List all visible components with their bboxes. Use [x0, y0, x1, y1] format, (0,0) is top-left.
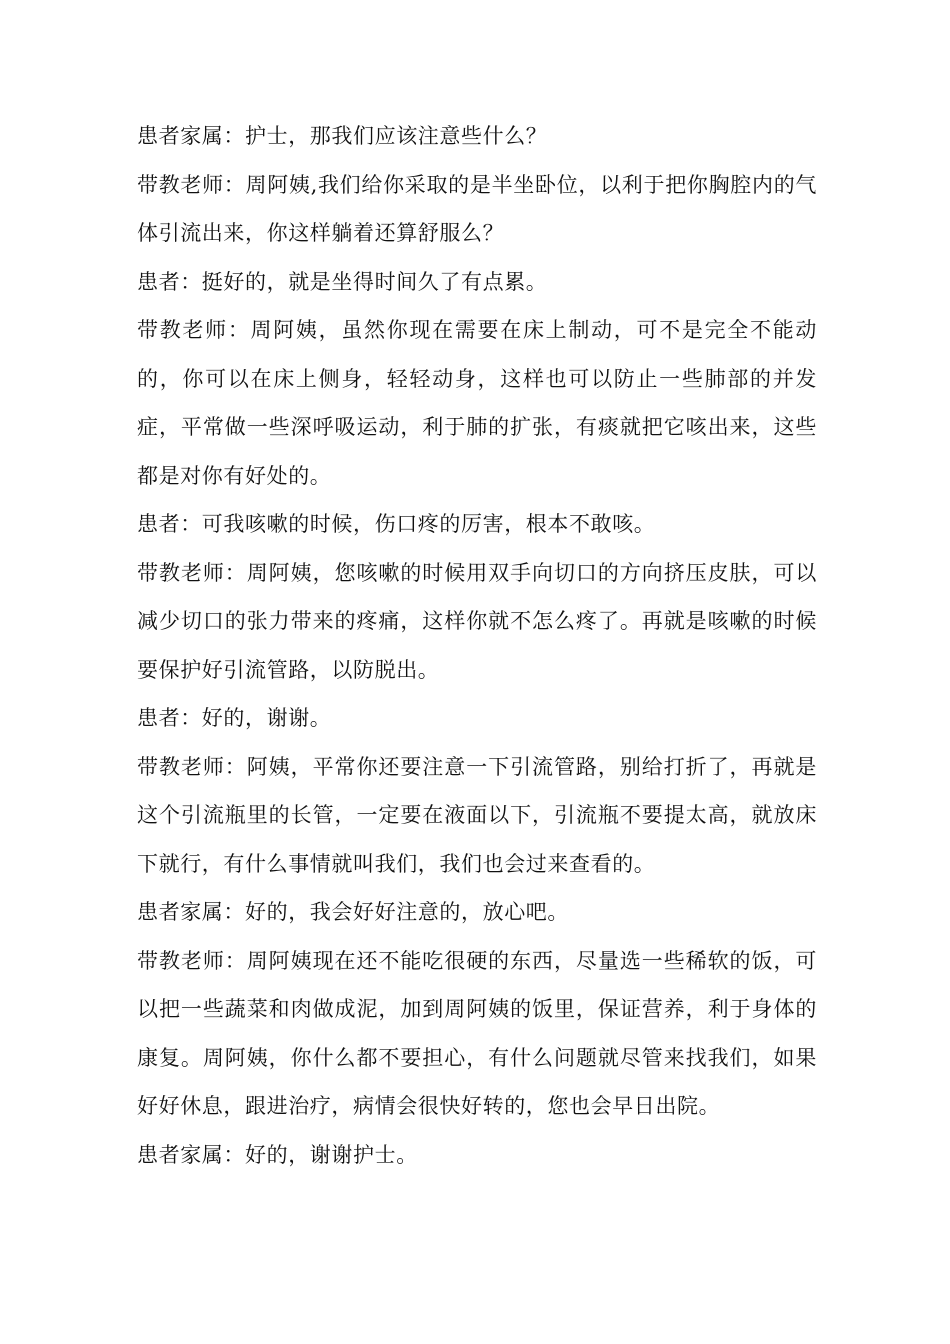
dialogue-line: 患者：挺好的，就是坐得时间久了有点累。	[137, 269, 548, 294]
dialogue-line: 患者家属：好的，谢谢护士。	[137, 1142, 418, 1167]
dialogue-line: 带教老师：周阿姨现在还不能吃很硬的东西，尽量选一些稀软的饭，可以把一些蔬菜和肉做成泥，加到周阿姨的饭里，保证营养，利于身体的康复。周阿姨，你什么都不要担心，有什么问题就尽管来找我们，如果好好休息，跟进治疗，病情会很快好转的，您也会早日出院。	[137, 948, 817, 1118]
dialogue-text	[137, 112, 817, 1179]
dialogue-line: 患者家属：护士，那我们应该注意些什么？	[137, 124, 548, 148]
dialogue-line: 患者：可我咳嗽的时候，伤口疼的厉害，根本不敢咳。	[137, 512, 656, 536]
dialogue-line: 带教老师：周阿姨，您咳嗽的时候用双手向切口的方向挤压皮肤，可以减少切口的张力带来的疼痛，这样你就不怎么疼了。再就是咳嗽的时候要保护好引流管路，以防脱出。	[137, 560, 817, 682]
dialogue-line: 带教老师：周阿姨,我们给你采取的是半坐卧位，以利于把你胸腔内的气体引流出来，你这样躺着还算舒服么？	[137, 172, 817, 245]
dialogue-line: 患者：好的，谢谢。	[137, 706, 332, 730]
dialogue-line: 带教老师：周阿姨，虽然你现在需要在床上制动，可不是完全不能动的，你可以在床上侧身，轻轻动身，这样也可以防止一些肺部的并发症，平常做一些深呼吸运动，利于肺的扩张，有痰就把它咳出来，这些都是对你有好处的。	[137, 318, 817, 488]
dialogue-line: 带教老师：阿姨，平常你还要注意一下引流管路，别给打折了，再就是这个引流瓶里的长管，一定要在液面以下，引流瓶不要提太高，就放床下就行，有什么事情就叫我们，我们也会过来查看的。	[137, 754, 817, 876]
dialogue-line: 患者家属：好的，我会好好注意的，放心吧。	[137, 900, 569, 924]
